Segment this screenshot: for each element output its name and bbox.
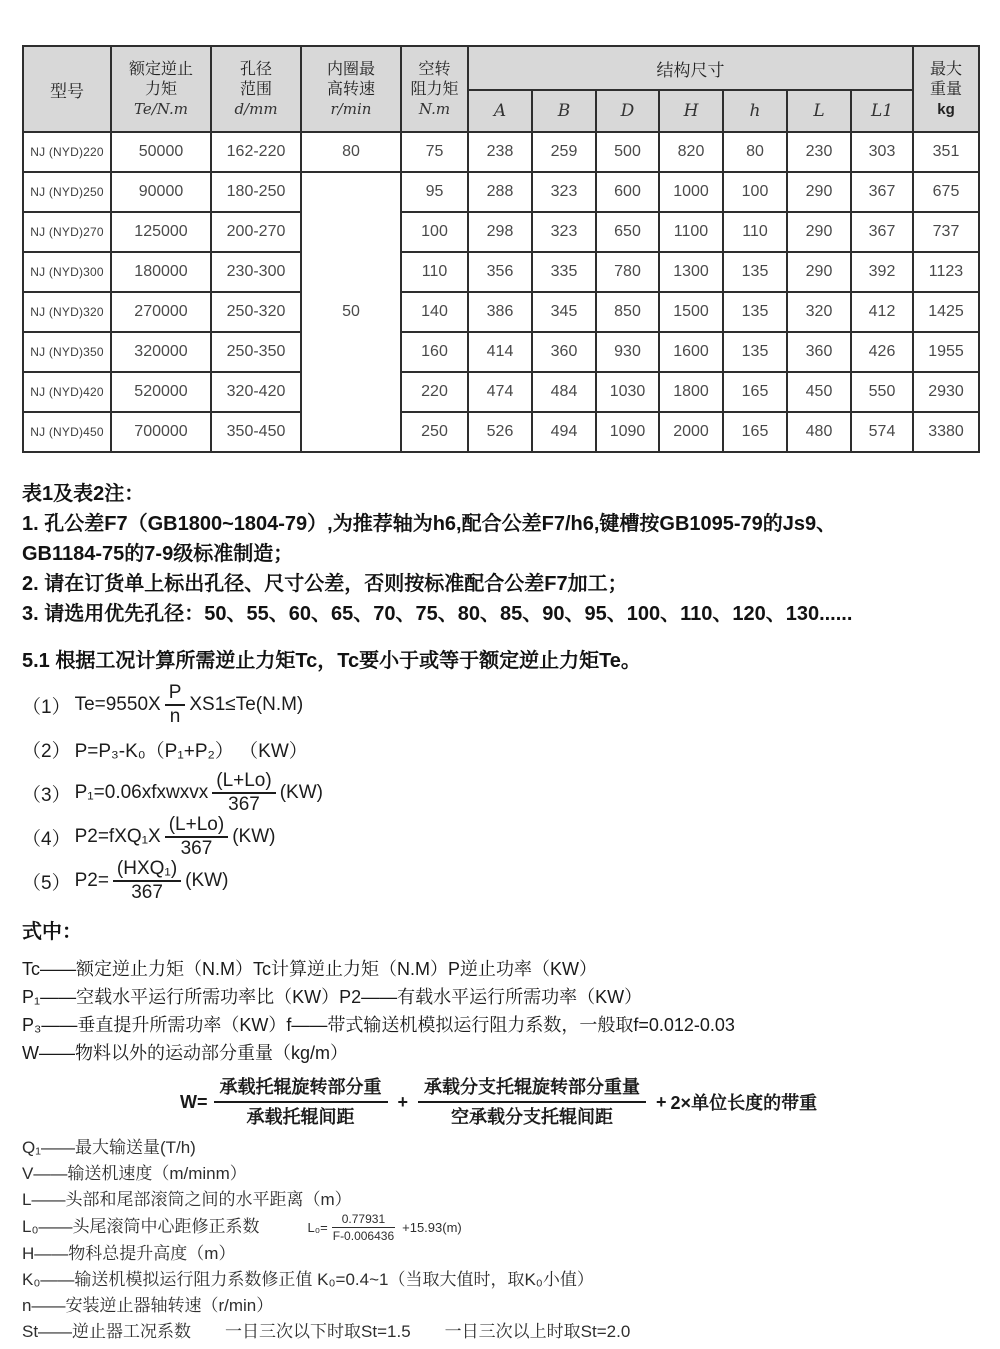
table-cell: 1300 bbox=[659, 252, 723, 292]
col-header-model: 型号 bbox=[23, 46, 111, 132]
table-cell: 125000 bbox=[111, 212, 211, 252]
formula-post: (KW) bbox=[232, 826, 276, 847]
table-cell: 250 bbox=[401, 412, 468, 452]
table-cell: 220 bbox=[401, 372, 468, 412]
symbol-line: L——头部和尾部滚筒之间的水平距离（m） bbox=[22, 1190, 352, 1209]
table-cell: 288 bbox=[468, 172, 532, 212]
table-cell: 165 bbox=[723, 412, 787, 452]
where-line: P₃——垂直提升所需功率（KW）f——带式输送机模拟运行阻力系数，一般取f=0.012-0.03 bbox=[22, 1015, 735, 1035]
table-cell: 80 bbox=[301, 132, 401, 172]
table-cell: 323 bbox=[532, 172, 596, 212]
lo-formula bbox=[308, 1212, 462, 1243]
symbol-definitions bbox=[22, 1135, 978, 1345]
col-header-torque: 额定逆止 力矩 Te/N.m bbox=[111, 46, 211, 132]
table-cell: 140 bbox=[401, 292, 468, 332]
w-formula-fraction-1: $\frac{\text{承载托辊旋转部分重}}{\text{承载托辊间距}}$ bbox=[214, 1075, 388, 1129]
table-cell: 320 bbox=[787, 292, 851, 332]
table-notes bbox=[22, 479, 978, 629]
table-cell: 675 bbox=[913, 172, 979, 212]
table-cell: 392 bbox=[851, 252, 913, 292]
symbol-line: St——逆止器工况系数 一日三次以下时取St=1.5 一日三次以上时取St=2.0 bbox=[22, 1322, 631, 1341]
table-cell: 290 bbox=[787, 172, 851, 212]
plus-sign: + bbox=[656, 1091, 667, 1112]
table-cell: 1100 bbox=[659, 212, 723, 252]
table-cell: 320000 bbox=[111, 332, 211, 372]
table-row bbox=[23, 172, 979, 212]
lo-formula-fraction: $\frac{0.77931}{F-0.006436}$ bbox=[332, 1211, 395, 1243]
plus-sign: + bbox=[397, 1091, 409, 1112]
formula-post: XS1≤Te(N.M) bbox=[189, 694, 304, 715]
table-row bbox=[23, 212, 979, 252]
table-cell: 1090 bbox=[596, 412, 659, 452]
w-formula-fraction-2: $\frac{\text{承载分支托辊旋转部分重量}}{\text{空承载分支托辊间距}}$ bbox=[418, 1075, 646, 1129]
table-cell: 1500 bbox=[659, 292, 723, 332]
table-cell: 80 bbox=[723, 132, 787, 172]
formula-line bbox=[22, 815, 978, 859]
col-header-idle-unit: N.m bbox=[418, 99, 451, 118]
table-cell: 494 bbox=[532, 412, 596, 452]
lo-definition-row bbox=[22, 1213, 978, 1241]
where-line: W——物料以外的运动部分重量（kg/m） bbox=[22, 1043, 348, 1063]
table-cell: 162-220 bbox=[211, 132, 301, 172]
table-cell: 290 bbox=[787, 212, 851, 252]
table-cell: 500 bbox=[596, 132, 659, 172]
table-cell: 135 bbox=[723, 292, 787, 332]
col-header-dim-h: h bbox=[723, 90, 787, 132]
model-cell: NJ (NYD)450 bbox=[23, 412, 111, 452]
table-cell: 367 bbox=[851, 212, 913, 252]
formula-post: (KW) bbox=[279, 782, 323, 803]
formula-label: （4） bbox=[22, 828, 71, 850]
table-cell: 426 bbox=[851, 332, 913, 372]
formula-fraction: $\frac{P}{n}$ bbox=[165, 683, 186, 727]
lo-definition-text: L₀——头尾滚筒中心距修正系数 bbox=[22, 1217, 260, 1236]
table-cell: 298 bbox=[468, 212, 532, 252]
table-cell: 600 bbox=[596, 172, 659, 212]
table-cell: 90000 bbox=[111, 172, 211, 212]
table-cell: 335 bbox=[532, 252, 596, 292]
col-header-dim-H: H bbox=[659, 90, 723, 132]
col-header-dim-A: A bbox=[468, 90, 532, 132]
table-cell: 780 bbox=[596, 252, 659, 292]
table-cell: 180000 bbox=[111, 252, 211, 292]
symbol-line: Q₁——最大输送量(T/h) bbox=[22, 1138, 196, 1157]
table-cell: 820 bbox=[659, 132, 723, 172]
formula-line bbox=[22, 727, 978, 771]
col-header-bore-unit: d/mm bbox=[234, 99, 278, 118]
formula-line bbox=[22, 859, 978, 903]
table-cell: 1123 bbox=[913, 252, 979, 292]
where-line: P₁——空载水平运行所需功率比（KW）P2——有载水平运行所需功率（KW） bbox=[22, 987, 643, 1007]
col-header-speed: 内圈最 高转速 r/min bbox=[301, 46, 401, 132]
lo-formula-lhs: L₀= bbox=[307, 1219, 328, 1235]
w-formula-lhs: W= bbox=[180, 1091, 208, 1112]
table-cell: 100 bbox=[401, 212, 468, 252]
col-header-idle: 空转 阻力矩 N.m bbox=[401, 46, 468, 132]
formula-list bbox=[22, 683, 978, 903]
table-cell: 95 bbox=[401, 172, 468, 212]
table-cell: 574 bbox=[851, 412, 913, 452]
table-cell: 351 bbox=[913, 132, 979, 172]
table-cell: 259 bbox=[532, 132, 596, 172]
table-cell: 3380 bbox=[913, 412, 979, 452]
table-cell: 238 bbox=[468, 132, 532, 172]
table-cell: 75 bbox=[401, 132, 468, 172]
col-header-torque-unit: Te/N.m bbox=[134, 99, 188, 118]
table-cell: 250-350 bbox=[211, 332, 301, 372]
table-cell: 320-420 bbox=[211, 372, 301, 412]
table-cell: 1000 bbox=[659, 172, 723, 212]
table-cell: 2930 bbox=[913, 372, 979, 412]
col-header-dim-B: B bbox=[532, 90, 596, 132]
table-cell: 1600 bbox=[659, 332, 723, 372]
formula-fraction: $\frac{(L+Lo)}{367}$ bbox=[165, 815, 228, 859]
formula-label: （3） bbox=[22, 784, 71, 806]
symbol-line: K₀——输送机模拟运行阻力系数修正值 K₀=0.4~1（当取大值时，取K₀小值） bbox=[22, 1270, 594, 1289]
table-cell: 250-320 bbox=[211, 292, 301, 332]
table-cell: 135 bbox=[723, 332, 787, 372]
table-cell: 1425 bbox=[913, 292, 979, 332]
spec-table bbox=[22, 45, 980, 453]
note-line: GB1184-75的7-9级标准制造； bbox=[22, 543, 294, 565]
table-row bbox=[23, 252, 979, 292]
table-row bbox=[23, 292, 979, 332]
formula-expression: P₁=0.06xfxwxvx bbox=[74, 782, 209, 803]
lo-formula-post: +15.93(m) bbox=[402, 1219, 462, 1235]
where-line: Tc——额定逆止力矩（N.M）Tc计算逆止力矩（N.M）P逆止功率（KW） bbox=[22, 959, 597, 979]
col-header-weight-unit: kg bbox=[937, 100, 955, 118]
table-cell: 270000 bbox=[111, 292, 211, 332]
table-cell: 350-450 bbox=[211, 412, 301, 452]
table-cell: 290 bbox=[787, 252, 851, 292]
table-cell: 1800 bbox=[659, 372, 723, 412]
formula-line bbox=[22, 771, 978, 815]
col-header-bore: 孔径 范围 d/mm bbox=[211, 46, 301, 132]
notes-title: 表1及表2注： bbox=[22, 483, 145, 505]
table-cell: 520000 bbox=[111, 372, 211, 412]
symbol-line: V——输送机速度（m/minm） bbox=[22, 1164, 247, 1183]
table-cell: 110 bbox=[723, 212, 787, 252]
table-cell: 135 bbox=[723, 252, 787, 292]
col-header-dim-L1: L1 bbox=[851, 90, 913, 132]
model-cell: NJ (NYD)420 bbox=[23, 372, 111, 412]
table-cell: 474 bbox=[468, 372, 532, 412]
formula-label: （2） bbox=[22, 740, 71, 762]
table-cell: 165 bbox=[723, 372, 787, 412]
table-cell: 200-270 bbox=[211, 212, 301, 252]
note-line: 3. 请选用优先孔径：50、55、60、65、70、75、80、85、90、95、100、110、120、130...... bbox=[22, 603, 853, 625]
table-cell: 1030 bbox=[596, 372, 659, 412]
model-cell: NJ (NYD)220 bbox=[23, 132, 111, 172]
col-header-dim-D: D bbox=[596, 90, 659, 132]
table-cell: 303 bbox=[851, 132, 913, 172]
table-cell: 367 bbox=[851, 172, 913, 212]
table-cell: 180-250 bbox=[211, 172, 301, 212]
col-header-structure-group: 结构尺寸 bbox=[468, 46, 913, 90]
table-cell: 323 bbox=[532, 212, 596, 252]
w-formula bbox=[180, 1075, 978, 1129]
table-cell: 110 bbox=[401, 252, 468, 292]
formula-expression: P=P₃-K₀（P₁+P₂） （KW） bbox=[74, 740, 308, 762]
table-cell: 100 bbox=[723, 172, 787, 212]
symbol-list-2 bbox=[22, 1241, 978, 1345]
model-cell: NJ (NYD)320 bbox=[23, 292, 111, 332]
table-cell: 650 bbox=[596, 212, 659, 252]
w-formula-tail: 2×单位长度的带重 bbox=[670, 1093, 818, 1113]
formula-expression: Te=9550X bbox=[74, 694, 161, 715]
note-line: 1. 孔公差F7（GB1800~1804-79）,为推荐轴为h6,配合公差F7/h6,键槽按GB1095-79的Js9、 bbox=[22, 513, 837, 535]
spec-table-body bbox=[23, 132, 979, 452]
table-cell: 2000 bbox=[659, 412, 723, 452]
col-header-weight: 最大 重量 kg bbox=[913, 46, 979, 132]
formula-label: （5） bbox=[22, 872, 71, 894]
table-cell: 414 bbox=[468, 332, 532, 372]
table-cell: 737 bbox=[913, 212, 979, 252]
formula-fraction: $\frac{\text{(HXQ₁)}}{367}$ bbox=[113, 859, 181, 903]
table-cell: 930 bbox=[596, 332, 659, 372]
where-title: 式中： bbox=[22, 921, 82, 943]
table-row bbox=[23, 412, 979, 452]
table-row bbox=[23, 132, 979, 172]
table-cell: 450 bbox=[787, 372, 851, 412]
table-cell: 50000 bbox=[111, 132, 211, 172]
model-cell: NJ (NYD)270 bbox=[23, 212, 111, 252]
model-cell: NJ (NYD)350 bbox=[23, 332, 111, 372]
col-header-dim-L: L bbox=[787, 90, 851, 132]
table-cell: 484 bbox=[532, 372, 596, 412]
table-cell: 412 bbox=[851, 292, 913, 332]
merged-speed-cell: 50 bbox=[301, 172, 401, 452]
table-cell: 160 bbox=[401, 332, 468, 372]
table-cell: 550 bbox=[851, 372, 913, 412]
table-cell: 345 bbox=[532, 292, 596, 332]
table-cell: 480 bbox=[787, 412, 851, 452]
table-cell: 700000 bbox=[111, 412, 211, 452]
symbol-line: H——物科总提升高度（m） bbox=[22, 1244, 236, 1263]
formula-expression: P2= bbox=[74, 870, 109, 891]
table-cell: 230 bbox=[787, 132, 851, 172]
table-cell: 1955 bbox=[913, 332, 979, 372]
formula-line bbox=[22, 683, 978, 727]
table-cell: 230-300 bbox=[211, 252, 301, 292]
formula-label: （1） bbox=[22, 696, 71, 718]
where-definitions bbox=[22, 955, 978, 1067]
table-row bbox=[23, 332, 979, 372]
table-cell: 360 bbox=[787, 332, 851, 372]
table-cell: 850 bbox=[596, 292, 659, 332]
section-5-1-heading: 5.1 根据工况计算所需逆止力矩Tc，Tc要小于或等于额定逆止力矩Te。 bbox=[22, 650, 641, 672]
spec-table-header bbox=[23, 46, 979, 132]
table-cell: 356 bbox=[468, 252, 532, 292]
formula-post: (KW) bbox=[185, 870, 229, 891]
symbol-line: n——安装逆止器轴转速（r/min） bbox=[22, 1296, 274, 1315]
model-cell: NJ (NYD)300 bbox=[23, 252, 111, 292]
table-cell: 360 bbox=[532, 332, 596, 372]
table-cell: 386 bbox=[468, 292, 532, 332]
note-line: 2. 请在订货单上标出孔径、尺寸公差，否则按标准配合公差F7加工； bbox=[22, 573, 628, 595]
col-header-speed-unit: r/min bbox=[330, 99, 372, 118]
formula-fraction: $\frac{(L+Lo)}{367}$ bbox=[212, 771, 275, 815]
formula-expression: P2=fXQ₁X bbox=[74, 826, 161, 847]
table-cell: 526 bbox=[468, 412, 532, 452]
symbol-list-1 bbox=[22, 1135, 978, 1213]
table-row bbox=[23, 372, 979, 412]
model-cell: NJ (NYD)250 bbox=[23, 172, 111, 212]
